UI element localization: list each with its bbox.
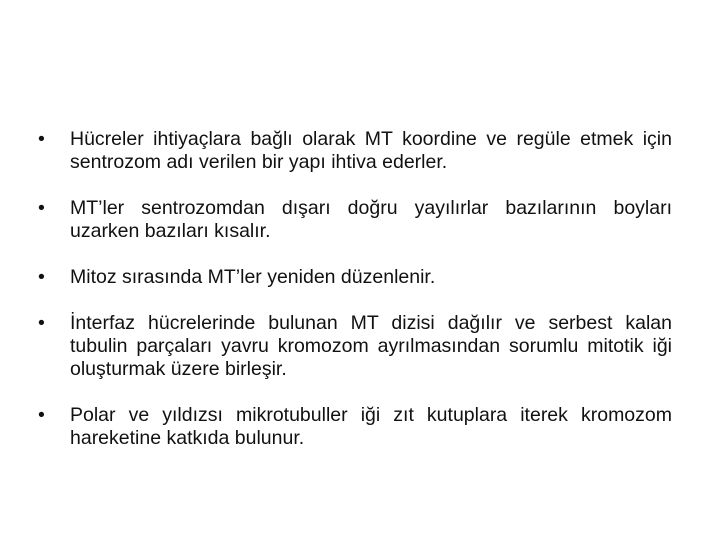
list-item [32,197,672,243]
bullet-text: MT’ler sentrozomdan dışarı doğru yayılırlar bazılarının boyları uzarken bazıları kısalır. [70,197,672,242]
list-item [32,312,672,381]
bullet-icon: • [38,312,45,334]
bullet-text: Mitoz sırasında MT’ler yeniden düzenlenir. [70,266,436,288]
bullet-icon: • [38,266,45,288]
bullet-text: Hücreler ihtiyaçlara bağlı olarak MT koordine ve regüle etmek için sentrozom adı verilen bir yapı ihtiva ederler. [70,128,672,173]
bullet-text: Polar ve yıldızsı mikrotubuller iği zıt kutuplara iterek kromozom hareketine katkıda bulunur. [70,404,672,449]
list-item [32,404,672,450]
list-item [32,128,672,174]
bullet-icon: • [38,404,45,426]
bullet-list [32,128,672,473]
bullet-icon: • [38,128,45,150]
bullet-icon: • [38,197,45,219]
list-item [32,266,672,289]
bullet-text: İnterfaz hücrelerinde bulunan MT dizisi dağılır ve serbest kalan tubulin parçaları yavru kromozom ayrılmasından sorumlu mitotik iği oluşturmak üzere birleşir. [70,312,672,380]
